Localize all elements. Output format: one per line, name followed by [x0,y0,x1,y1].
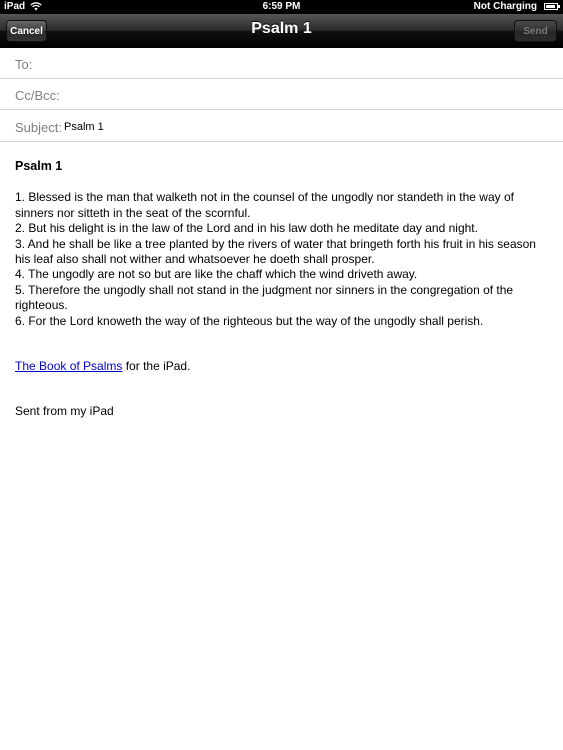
clock: 6:59 PM [262,1,301,12]
verse-4: 4. The ungodly are not so but are like the chaff which the wind driveth away. [15,267,418,282]
promo-line [15,359,550,374]
cc-bcc-field[interactable] [0,79,563,110]
signature: Sent from my iPad [15,404,114,419]
page-title: Psalm 1 [251,20,312,37]
status-bar [0,0,563,14]
verse-2: 2. But his delight is in the law of the Lord and in his law doth he meditate day and night. [15,221,478,236]
subject-label: Subject: [15,120,62,135]
subject-value[interactable]: Psalm 1 [64,121,104,133]
to-label: To: [15,57,33,72]
promo-suffix: for the iPad. [122,359,191,374]
carrier-label: iPad [4,1,26,12]
verse-3: 3. And he shall be like a tree planted by the rivers of water that bringeth forth his fruit in his season his leaf also shall not wither and whatsoever he doeth shall prosper. [15,236,536,267]
verse-6: 6. For the Lord knoweth the way of the righteous but the way of the ungodly shall perish. [15,313,484,328]
battery-icon [544,3,558,10]
charging-status: Not Charging [473,1,537,12]
subject-field[interactable] [0,111,563,142]
cancel-button[interactable]: Cancel [6,20,47,42]
verse-5: 5. Therefore the ungodly shall not stand in the judgment nor sinners in the congregation of the righteous. [15,282,514,313]
send-button[interactable]: Send [514,20,557,42]
book-of-psalms-link[interactable]: The Book of Psalms [15,359,123,374]
verse-1: 1. Blessed is the man that walketh not in the counsel of the ungodly nor standeth in the way of sinners nor sitteth in the seat of the scornful. [15,190,514,220]
navigation-bar [0,14,563,48]
body-heading: Psalm 1 [15,159,63,173]
cc-bcc-label: Cc/Bcc: [15,88,60,103]
message-body[interactable] [15,159,550,432]
to-field[interactable] [0,48,563,79]
